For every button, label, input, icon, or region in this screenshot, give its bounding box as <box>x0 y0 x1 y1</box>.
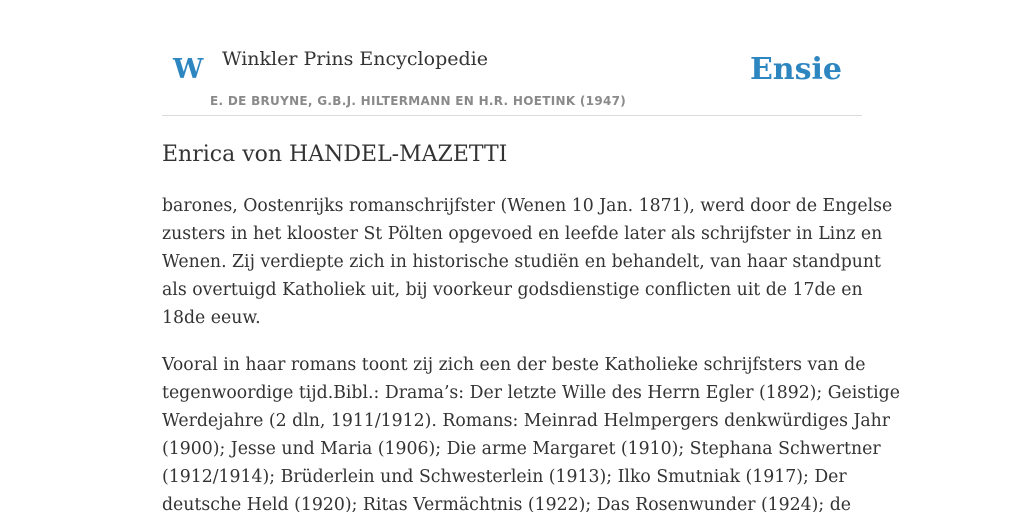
paragraph-line: Werdejahre (2 dln, 1911/1912). Romans: Meinrad Helmpergers denkwürdiges Jahr <box>162 411 891 431</box>
paragraph-line: (1912/1914); Brüderlein und Schwesterlein (1913); Ilko Smutniak (1917); Der <box>162 467 847 487</box>
paragraph-line: Wenen. Zij verdiepte zich in historische studiën en behandelt, van haar standpunt <box>162 252 881 272</box>
paragraph-line: tegenwoordige tijd.Bibl.: Drama’s: Der letzte Wille des Herrn Egler (1892); Geistige <box>162 383 900 403</box>
site-authors: E. DE BRUYNE, G.B.J. HILTERMANN EN H.R. HOETINK (1947) <box>210 94 627 108</box>
paragraph-line: 18de eeuw. <box>162 308 261 328</box>
site-title[interactable]: Winkler Prins Encyclopedie <box>222 48 488 70</box>
paragraph-line: deutsche Held (1920); Ritas Vermächtnis (1922); Das Rosenwunder (1924); de <box>162 495 852 512</box>
paragraph-line: zusters in het klooster St Pölten opgevoed en leefde later als schrijfster in Linz en <box>162 224 883 244</box>
article-paragraph <box>162 351 900 512</box>
paragraph-line: barones, Oostenrijks romanschrijfster (Wenen 10 Jan. 1871), werd door de Engelse <box>162 196 893 216</box>
paragraph-line: als overtuigd Katholiek uit, bij voorkeur godsdienstige conflicten uit de 17de en <box>162 280 863 300</box>
article-title: Enrica von HANDEL-MAZETTI <box>162 142 508 167</box>
winkler-prins-logo[interactable]: W <box>173 54 204 85</box>
paragraph-line: (1900); Jesse und Maria (1906); Die arme Margaret (1910); Stephana Schwertner <box>162 439 881 459</box>
page <box>162 0 900 512</box>
paragraph-line: Vooral in haar romans toont zij zich een der beste Katholieke schrijfsters van de <box>162 355 866 375</box>
ensie-brand-logo[interactable]: Ensie <box>749 52 842 87</box>
article-paragraph <box>162 192 893 332</box>
header-divider <box>162 115 862 116</box>
